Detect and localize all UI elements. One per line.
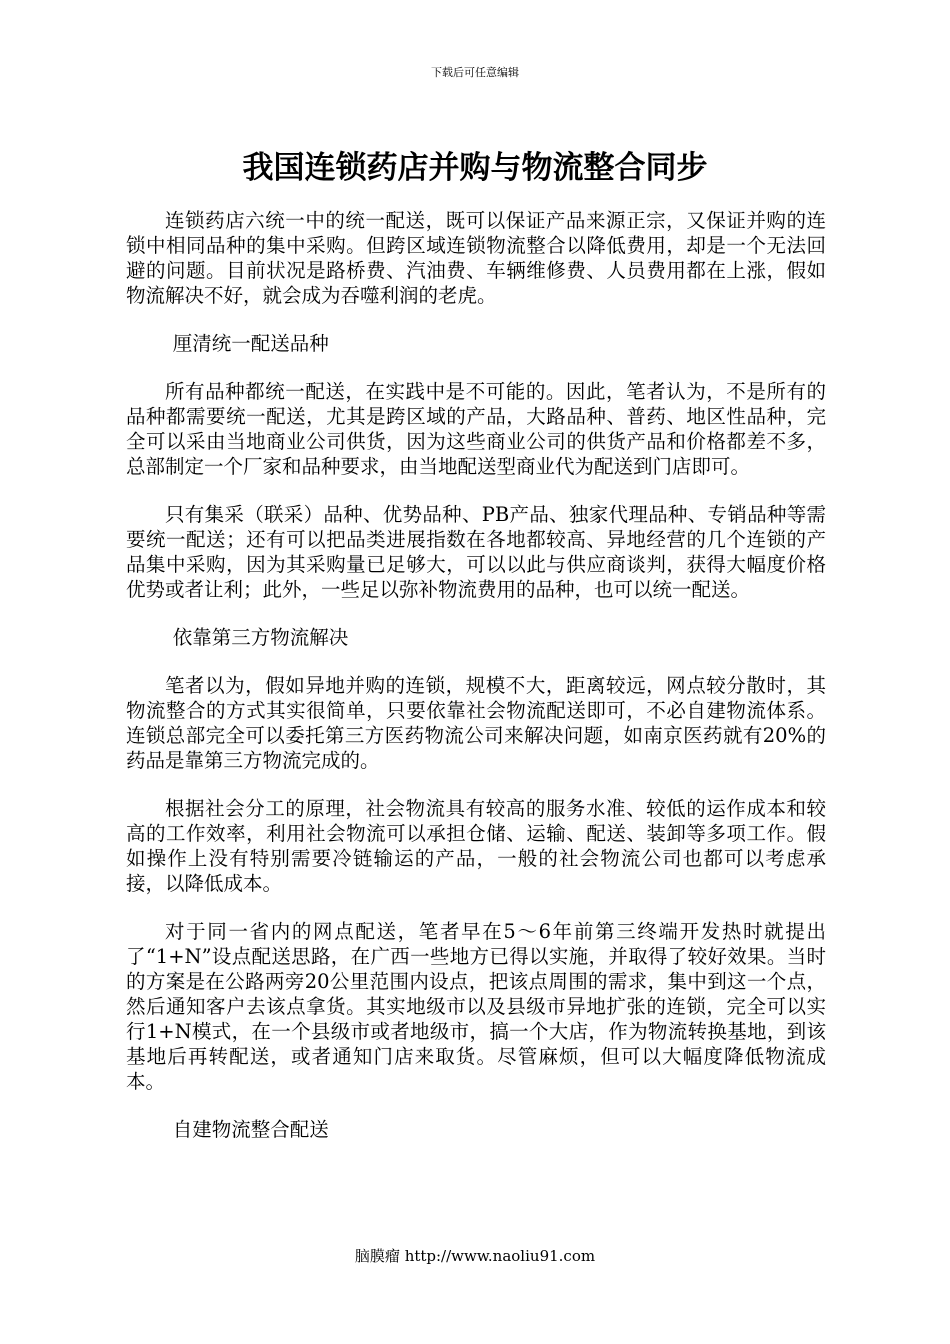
paragraph-third-party-1: 笔者以为，假如异地并购的连锁，规模不大，距离较远，网点较分散时，其物流整合的方式其实很简单，只要依靠社会物流配送即可，不必自建物流体系。连锁总部完全可以委托第三方医药物流公司来解决问题，如南京医药就有20%的药品是靠第三方物流完成的。 [126,674,826,772]
paragraph-delivery-2: 只有集采（联采）品种、优势品种、PB产品、独家代理品种、专销品种等需要统一配送；还有可以把品类进展指数在各地都较高、异地经营的几个连锁的产品集中采购，因为其采购量已足够大，可以以此与供应商谈判，获得大幅度价格优势或者让利；此外，一些足以弥补物流费用的品种，也可以统一配送。 [126,503,826,601]
header-note: 下载后可任意编辑 [431,66,519,79]
paragraph-delivery-1: 所有品种都统一配送，在实践中是不可能的。因此，笔者认为，不是所有的品种都需要统一配送，尤其是跨区域的产品，大路品种、普药、地区性品种，完全可以采由当地商业公司供货，因为这些商业公司的供货产品和价格都差不多，总部制定一个厂家和品种要求，由当地配送型商业代为配送到门店即可。 [126,380,826,478]
paragraph-third-party-3: 对于同一省内的网点配送，笔者早在5～6年前第三终端开发热时就提出了“1+N”设点配送思路，在广西一些地方已得以实施，并取得了较好效果。当时的方案是在公路两旁20公里范围内设点，把该点周围的需求，集中到这一个点，然后通知客户去该点拿货。其实地级市以及县级市异地扩张的连锁，完全可以实行1+N模式，在一个县级市或者地级市，搞一个大店，作为物流转换基地，到该基地后再转配送，或者通知门店来取货。尽管麻烦，但可以大幅度降低物流成本。 [126,920,826,1093]
paragraph-intro: 连锁药店六统一中的统一配送，既可以保证产品来源正宗，又保证并购的连锁中相同品种的集中采购。但跨区域连锁物流整合以降低费用，却是一个无法回避的问题。目前状况是路桥费、汽油费、车辆维修费、人员费用都在上涨，假如物流解决不好，就会成为吞噬利润的老虎。 [126,209,826,307]
paragraph-third-party-2: 根据社会分工的原理，社会物流具有较高的服务水准、较低的运作成本和较高的工作效率，利用社会物流可以承担仓储、运输、配送、装卸等多项工作。假如操作上没有特别需要冷链输运的产品，一般的社会物流公司也都可以考虑承接，以降低成本。 [126,797,826,895]
document-body [126,208,826,1165]
document-title: 我国连锁药店并购与物流整合同步 [242,150,708,186]
section-heading-self-built: 自建物流整合配送 [172,1118,329,1141]
section-heading-third-party: 依靠第三方物流解决 [172,626,349,649]
footer-link[interactable]: 脑膜瘤 http://www.naoliu91.com [354,1247,596,1265]
section-heading-delivery-varieties: 厘清统一配送品种 [172,332,329,355]
